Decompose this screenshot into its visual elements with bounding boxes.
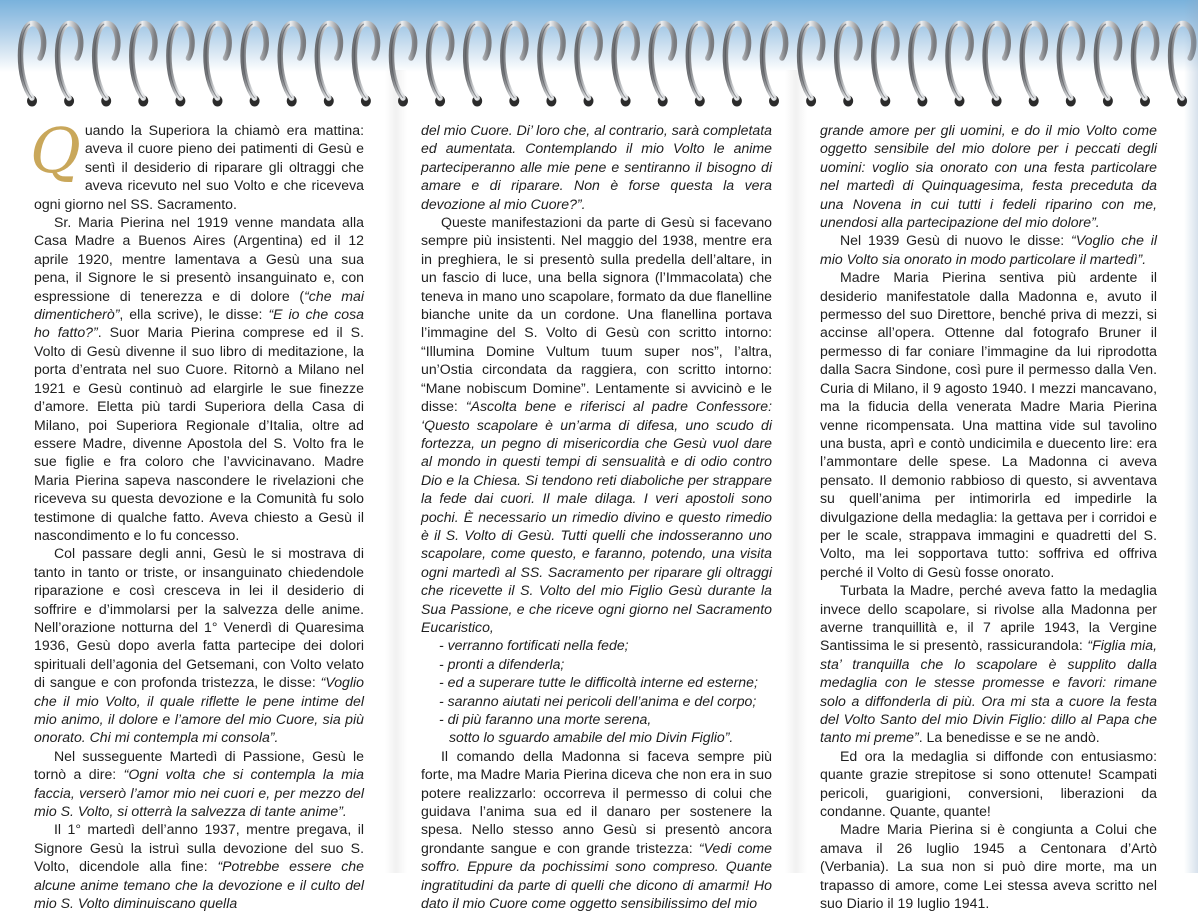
binding-ring [280, 24, 303, 98]
binding-ring [874, 24, 897, 98]
binding-ring [169, 24, 192, 98]
paragraph: Nel susseguente Martedì di Passione, Gesù le tornò a dire: “Ogni volta che si contempla la mia faccia, verserò l’amor mio nei cuori e, per mezzo del mio S. Volto, si otterrà la salvezza di tante anime”. [34, 747, 364, 820]
paragraph: Ed ora la medaglia si diffonde con entusiasmo: quante grazie strepitose si sono ottenute! Scampati pericoli, guarigioni, conversioni, liberazioni da condanne. Quante, quante! [820, 747, 1157, 820]
column-right [820, 121, 1157, 912]
binding-ring [354, 24, 377, 98]
paragraph: del mio Cuore. Di’ loro che, al contrario, sarà completata ed aumentata. Contemplando il mio Volto le anime parteciperanno alle mie pene e sentiranno il bisogno di amare e di riparare. Non è forse questa la vera devozione al mio Cuore?”. [421, 122, 772, 212]
paragraph: Il comando della Madonna si faceva sempre più forte, ma Madre Maria Pierina diceva che non era in suo potere realizzarlo: occorreva il permesso di colui che guidava l’anima sua ed il danaro per sostenere la spesa. Nello stesso anno Gesù si presentò ancora grondante sangue e con grande tristezza: “Vedi come soffro. Eppure da pochissimi sono compreso. Quante ingratitudini da parte di quelli che dicono di amarmi! Ho dato il mio Cuore come oggetto sensibilissimo del mio [421, 747, 772, 912]
binding-ring [317, 24, 340, 98]
binding-ring [21, 24, 44, 98]
column-left [30, 114, 364, 912]
binding-ring [1022, 24, 1045, 98]
paragraph: Il 1° martedì dell’anno 1937, mentre pregava, il Signore Gesù la istruì sulla devozione del suo S. Volto, dicendole alla fine: “Potrebbe essere che alcune anime temano che la devozione e il culto del mio S. Volto diminuiscano quella [34, 821, 364, 912]
binding-ring [1096, 24, 1119, 98]
binding-ring [837, 24, 860, 98]
list-item: - verranno fortificati nella fede; [439, 637, 629, 654]
paragraph: Turbata la Madre, perché aveva fatto la medaglia invece dello scapolare, si rivolse alla Madonna per averne tranquillità e, il 7 aprile 1943, la Vergine Santissima le si presentò, rassicurandola: “Figlia mia, sta’ tranquilla che lo scapolare è supplito dalla medaglia con le stesse promesse e favori: rimane solo a diffonderla di più. Ora mi sta a cuore la festa del Volto Santo del mio Divin Figlio: dillo al Papa che tanto mi preme”. La benedisse e se ne andò. [820, 582, 1157, 746]
paragraph: Queste manifestazioni da parte di Gesù si facevano sempre più insistenti. Nel maggio del 1938, mentre era in preghiera, le si presentò sulla predella dell’altare, in un fascio di luce, una bella signora (l’Immacolata) che teneva in mano uno scapolare, formato da due flanelline bianche unite da un cordone. Una flanellina portava l’immagine del S. Volto di Gesù con scritto intorno: “Illumina Domine Vultum tuum super nos”, l’altra, un’Ostia circondata da raggiera, con scritto intorno: “Mane nobiscum Domine”. Lentamente si avvicinò e le disse: “Ascolta bene e riferisci al padre Confessore: ‘Questo scapolare è un’arma di difesa, uno scudo di fortezza, un pegno di misericordia che Gesù vuol dare al mondo in questi tempi di sensualità e di odio contro Dio e la Chiesa. Si tendono reti diaboliche per strappare la fede dai cuori. Il male dilaga. I veri apostoli sono pochi. È necessario un rimedio divino e questo rimedio è il S. Volto di Gesù. Tutti quelli che indosseranno uno scapolare, come questo, e faranno, potendo, una visita ogni martedì al SS. Sacramento per riparare gli oltraggi che ricevette il S. Volto del mio Figlio Gesù durante la Sua Passione, e che riceve ogni giorno nel Sacramento Eucaristico, [421, 214, 773, 635]
promise-list [421, 636, 772, 746]
spiral-binding [0, 0, 1198, 120]
binding-ring [243, 24, 266, 98]
binding-ring [540, 24, 563, 98]
drop-cap: Q [30, 114, 81, 187]
list-item: sotto lo sguardo amabile del mio Divin Figlio”. [449, 729, 734, 746]
page-fold-right [785, 70, 807, 873]
binding-ring [206, 24, 229, 98]
paragraph [30, 114, 364, 213]
binding-ring [911, 24, 934, 98]
paragraph: Madre Maria Pierina sentiva più ardente il desiderio manifestatole dalla Madonna e, avuto il permesso del suo Direttore, benché priva di mezzi, si accinse all’opera. Ottenne dal fotografo Bruner il permesso di far coniare l’immagine da lui riprodotta dalla Sacra Sindone, così pure il permesso dalla Ven. Curia di Milano, il 9 agosto 1940. I mezzi mancavano, ma la fiducia della venerata Madre Maria Pierina venne ricompensata. Una mattina vide sul tavolino una busta, aprì e contò undicimila e duecento lire: era l’ammontare delle spese. La Madonna ci aveva pensato. Il demonio rabbioso di questo, si avventava su quell’anima per intimorirla ed impedirle la divulgazione della medaglia: la gettava per i corridoi e per le scale, strappava immagini e quadretti del S. Volto, ma lei sopportava tutto: soffriva ed offriva perché il Volto di Gesù fosse onorato. [820, 269, 1157, 580]
page-edge [1184, 0, 1198, 873]
binding-ring [58, 24, 81, 98]
page-fold-left [385, 70, 407, 873]
paragraph: Nel 1939 Gesù di nuovo le disse: “Voglio che il mio Volto sia onorato in modo particolare il martedì”. [820, 232, 1157, 267]
binding-ring [688, 24, 711, 98]
list-item: - ed a superare tutte le difficoltà interne ed esterne; [439, 674, 758, 691]
binding-ring [466, 24, 489, 98]
binding-ring [614, 24, 637, 98]
binding-ring [1059, 24, 1082, 98]
column-middle [421, 121, 772, 912]
binding-ring [429, 24, 452, 98]
list-item: - saranno aiutati nei pericoli dell’anima e del corpo; [439, 692, 757, 709]
binding-ring [95, 24, 118, 98]
binding-ring [503, 24, 526, 98]
paragraph: Col passare degli anni, Gesù le si mostrava di tanto in tanto or triste, or insanguinato chiedendole riparazione e così cresceva in lei il desiderio di soffrire e d’immolarsi per la salvezza delle anime. Nell’orazione notturna del 1° Venerdì di Quaresima 1936, Gesù dopo averla fatta partecipe dei dolori spirituali dell’agonia del Getsemani, con Volto velato di sangue e con profonda tristezza, le disse: “Voglio che il mio Volto, il quale riflette le pene intime del mio animo, il dolore e l’amore del mio Cuore, sia più onorato. Chi mi contempla mi consola”. [34, 545, 364, 746]
binding-ring [1134, 24, 1157, 98]
paragraph: Sr. Maria Pierina nel 1919 venne mandata alla Casa Madre a Buenos Aires (Argentina) ed il 12 aprile 1920, mentre lamentava a Gesù una sua pena, il Signore le si presentò insanguinato e, con espressione di tenerezza e di dolore (“che mai dimenticherò”, ella scrive), le disse: “E io che cosa ho fatto?”. Suor Maria Pierina comprese ed il S. Volto di Gesù divenne il suo libro di meditazione, la porta d’entrata nel suo Cuore. Ritornò a Milano nel 1921 e Gesù continuò ad elargirle le sue finezze d’amore. Eletta più tardi Superiora della Casa di Milano, poi Superiora Regionale d’Italia, oltre ad essere Madre, divenne Apostola del S. Volto fra le sue figlie e fra coloro che l’avvicinavano. Madre Maria Pierina sapeva nascondere le rivelazioni che riceveva su questa devozione e la Comunità fu solo testimone di qualche fatto. Aveva chiesto a Gesù il nascondimento e lo fu concesso. [34, 214, 364, 543]
binding-ring [132, 24, 155, 98]
binding-ring [948, 24, 971, 98]
list-item: - di più faranno una morte serena, [439, 711, 652, 727]
binding-ring [985, 24, 1008, 98]
binding-ring [763, 24, 786, 98]
list-item: - pronti a difenderla; [439, 655, 565, 672]
binding-ring [577, 24, 600, 98]
paragraph: Madre Maria Pierina si è congiunta a Colui che amava il 26 luglio 1945 a Centonara d’Artò (Verbania). La sua non si può dire morte, ma un trapasso di amore, come Lei stessa aveva scritto nel suo Diario il 19 luglio 1941. [820, 821, 1157, 912]
paragraph-text: uando la Superiora la chiamò era mattina: aveva il cuore pieno dei patimenti di Gesù e sentì il desiderio di riparare gli oltraggi che aveva ricevuto nel suo Volto e che riceveva ogni giorno nel SS. Sacramento. [34, 122, 364, 212]
binding-ring [725, 24, 748, 98]
paragraph: grande amore per gli uomini, e do il mio Volto come oggetto sensibile del mio dolore per i peccati degli uomini: voglio sia onorato con una festa particolare nel martedì di Quinquagesima, festa preceduta da una Novena in cui tutti i fedeli riparino con me, unendosi alla partecipazione del mio dolore”. [820, 122, 1157, 231]
binding-ring [651, 24, 674, 98]
